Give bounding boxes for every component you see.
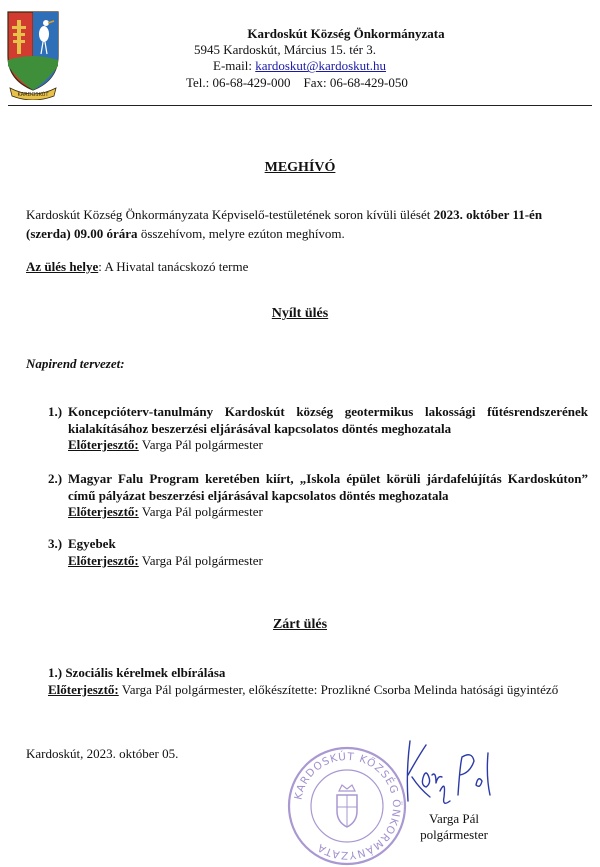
agenda-item-presenter bbox=[68, 553, 588, 570]
document-title: MEGHÍVÓ bbox=[264, 160, 336, 175]
presenter-label: Előterjesztő: bbox=[68, 504, 139, 519]
presenter-name: Varga Pál polgármester bbox=[138, 504, 263, 519]
coat-of-arms-icon bbox=[4, 8, 62, 100]
stamp-text: KARDOSKÚT KÖZSÉG ÖNKORMÁNYZATA bbox=[292, 750, 403, 862]
meeting-date: 2023. október 11-én (szerda) 09.00 órára bbox=[26, 207, 543, 241]
agenda-item bbox=[48, 471, 588, 521]
closed-agenda-item bbox=[48, 665, 588, 698]
crest-ribbon-text: KARDOSKÚT bbox=[17, 92, 49, 98]
intro-paragraph bbox=[26, 205, 586, 243]
closed-agenda-title: 1.) Szociális kérelmek elbírálása bbox=[48, 665, 226, 680]
org-name: Kardoskút Község Önkormányzata bbox=[247, 26, 445, 41]
agenda-item-number: 3.) bbox=[48, 536, 63, 551]
venue-value: : A Hivatal tanácskozó terme bbox=[98, 259, 249, 274]
presenter-label: Előterjesztő: bbox=[48, 681, 119, 697]
presenter-name: Varga Pál polgármester bbox=[138, 437, 263, 452]
signer-role: polgármester bbox=[420, 827, 488, 842]
header-divider bbox=[8, 105, 592, 106]
open-session-title: Nyílt ülés bbox=[271, 306, 329, 321]
venue-label: Az ülés helye bbox=[26, 259, 99, 274]
closed-agenda-presenter bbox=[48, 682, 588, 699]
svg-text:KARDOSKÚT KÖZSÉG ÖNKORMÁNYZATA bbox=[292, 750, 403, 861]
official-stamp-icon bbox=[286, 745, 408, 867]
agenda-item bbox=[48, 536, 588, 569]
agenda-item-title: Egyebek bbox=[68, 536, 116, 551]
agenda-item-title: Magyar Falu Program keretében kiírt, „Iskola épület körüli járdafelújítás Kardoskúton” című pályázat beszerzési eljárásával kapcsolatos döntés meghozatala bbox=[68, 471, 588, 503]
agenda-item-number: 2.) bbox=[48, 471, 63, 486]
email-label: E-mail: bbox=[213, 58, 256, 74]
agenda-header: Napirend tervezet: bbox=[26, 356, 125, 371]
email-link[interactable]: kardoskut@kardoskut.hu bbox=[255, 58, 387, 74]
place-and-date: Kardoskút, 2023. október 05. bbox=[26, 746, 179, 761]
presenter-label: Előterjesztő: bbox=[68, 437, 139, 452]
presenter-name: Varga Pál polgármester bbox=[138, 552, 263, 568]
fax-number: Fax: 06-68-429-050 bbox=[303, 74, 408, 90]
venue-line bbox=[26, 257, 586, 276]
phone-number: Tel.: 06-68-429-000 bbox=[186, 74, 291, 90]
agenda-item-number: 1.) bbox=[48, 404, 63, 419]
presenter-label: Előterjesztő: bbox=[68, 552, 139, 568]
org-phone-line bbox=[186, 75, 446, 91]
signer-name: Varga Pál bbox=[429, 811, 479, 826]
agenda-item-presenter bbox=[68, 504, 588, 521]
intro-text-start: Kardoskút Község Önkormányzata Képviselő-testületének soron kívüli ülését bbox=[26, 207, 434, 222]
presenter-name: Varga Pál polgármester, előkészítette: Prozlikné Csorba Melinda hatósági ügyintéző bbox=[118, 681, 559, 697]
org-email-line bbox=[186, 58, 446, 74]
agenda-item-presenter bbox=[68, 437, 588, 454]
closed-session-title: Zárt ülés bbox=[272, 617, 328, 632]
agenda-item-title: Koncepcióterv-tanulmány Kardoskút község geotermikus lakossági fűtésrendszerének kialakításához beszerzési eljárásával kapcsolatos döntés meghozatala bbox=[68, 404, 588, 436]
signature-icon bbox=[396, 735, 506, 815]
org-address: 5945 Kardoskút, Március 15. tér 3. bbox=[194, 42, 376, 58]
letterhead bbox=[186, 26, 446, 91]
signer-block bbox=[414, 811, 494, 843]
agenda-item bbox=[48, 404, 588, 454]
intro-text-end: összehívom, melyre ezúton meghívom. bbox=[137, 226, 345, 241]
